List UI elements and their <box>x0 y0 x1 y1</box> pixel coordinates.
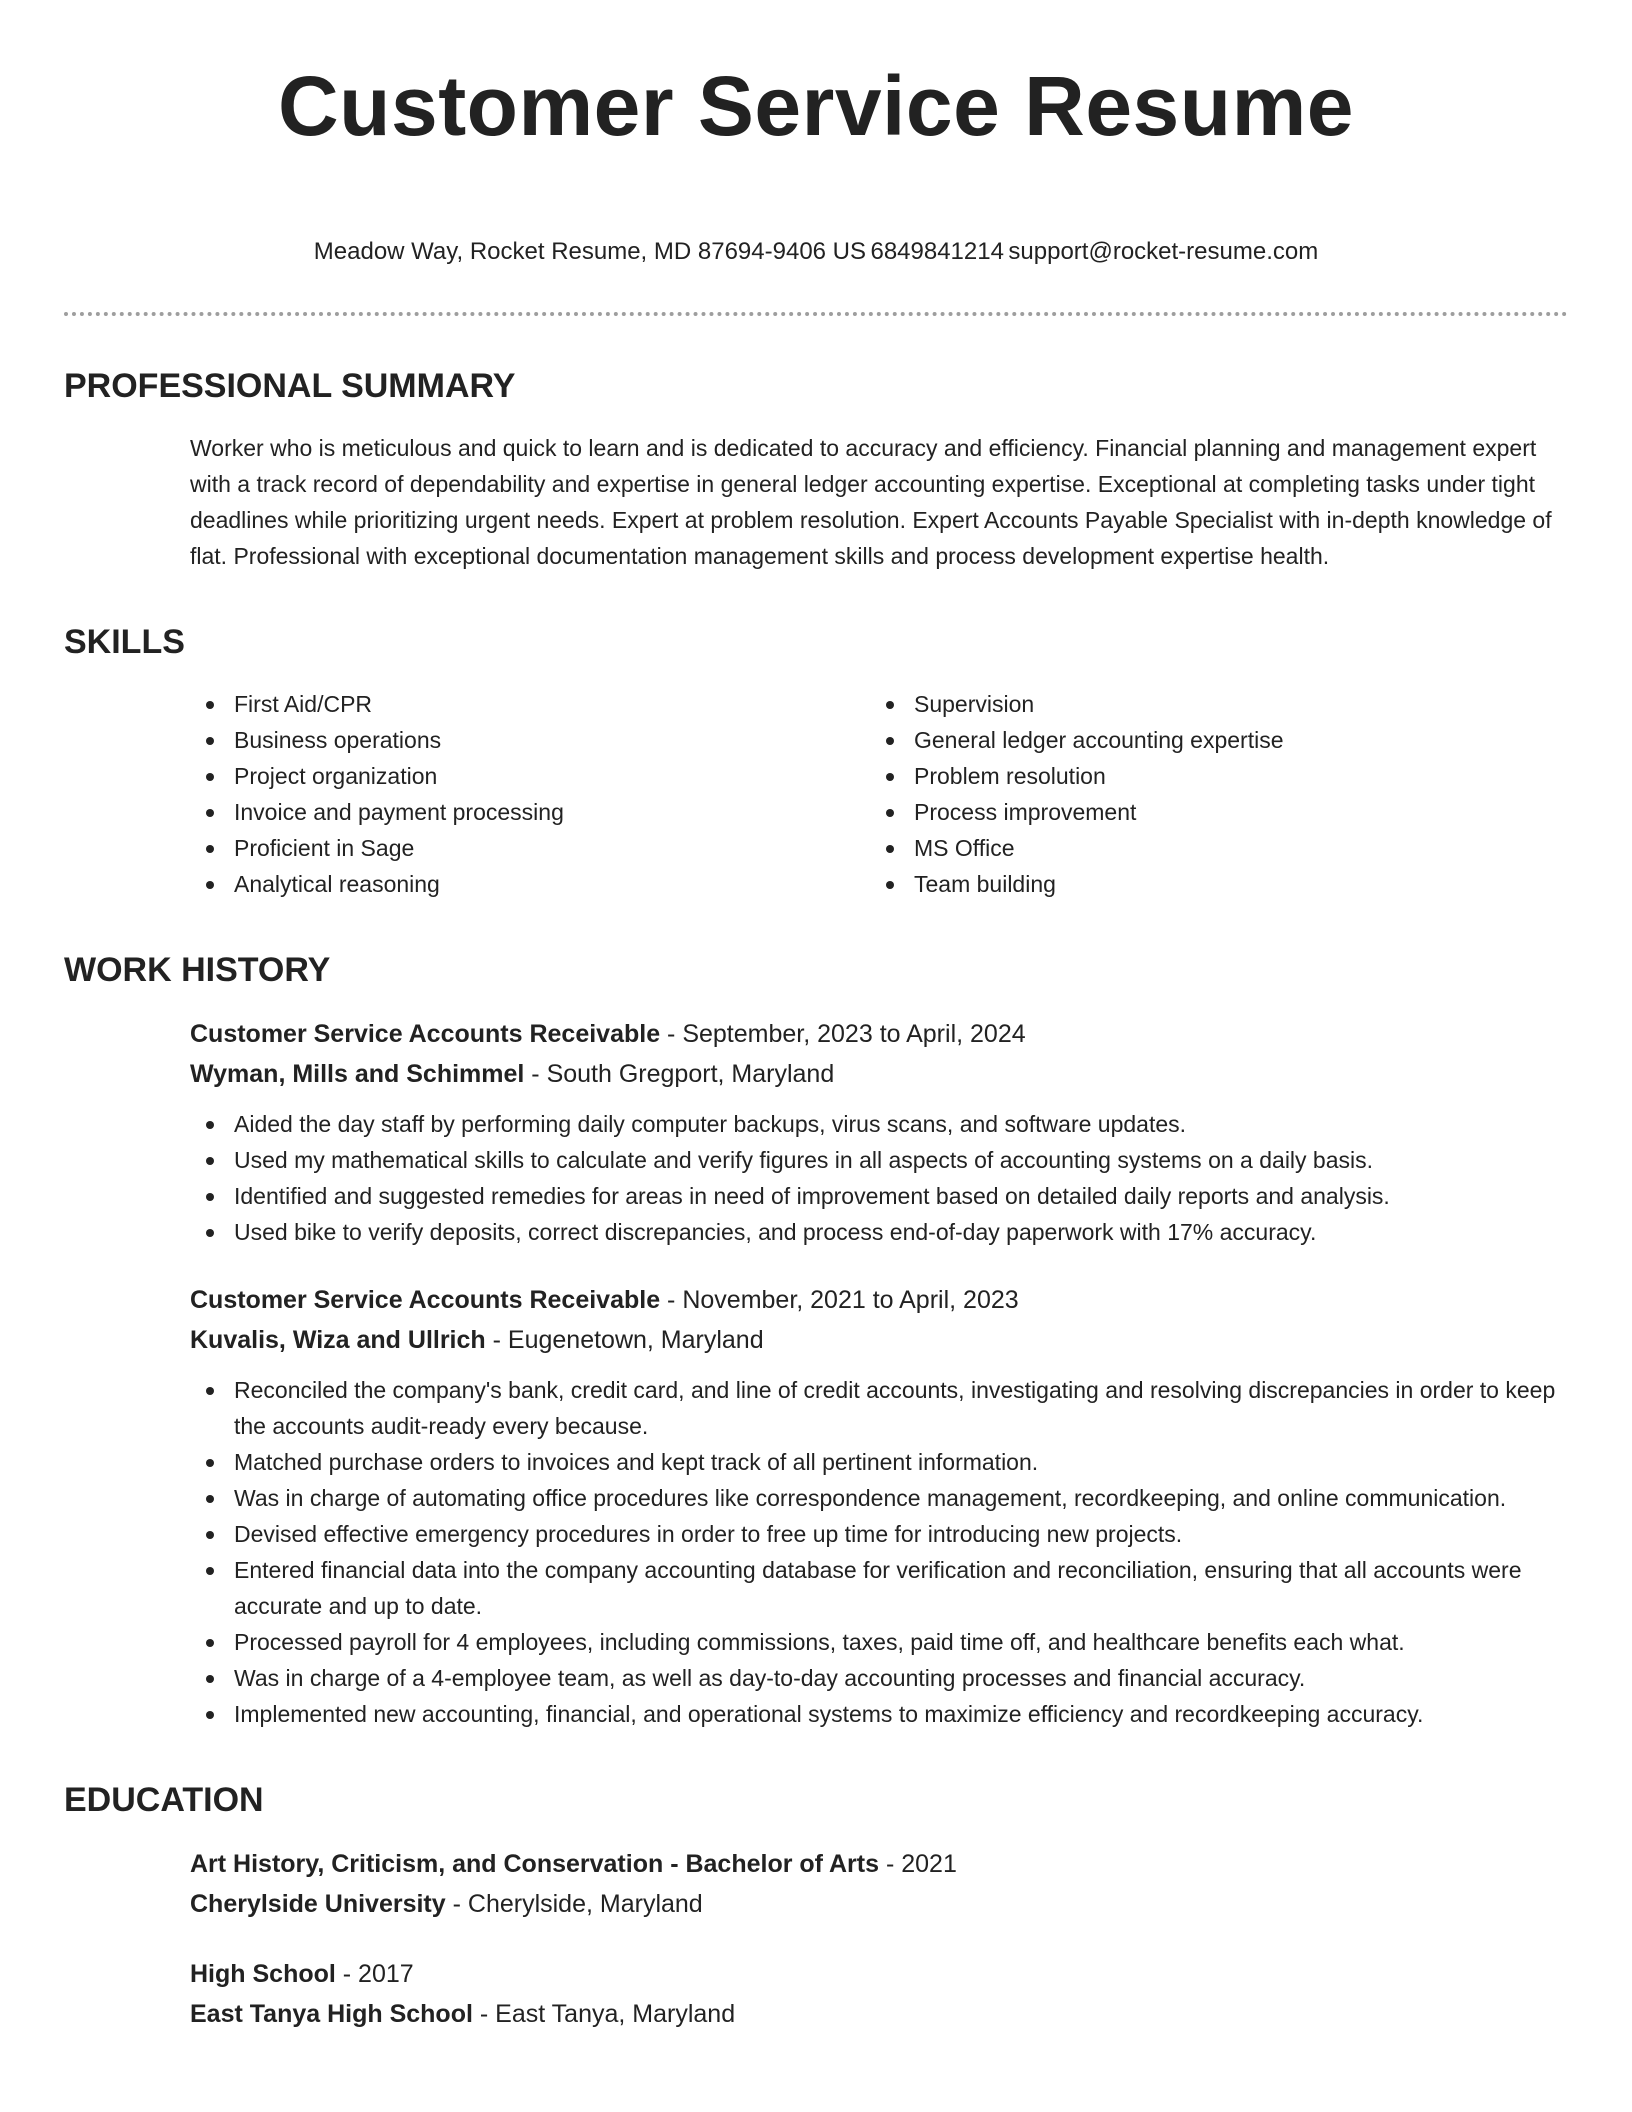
skill-item: Problem resolution <box>870 758 1550 794</box>
job-bullet: Processed payroll for 4 employees, including commissions, taxes, paid time off, and healthcare benefits each what. <box>190 1624 1568 1660</box>
job-bullet: Aided the day staff by performing daily computer backups, virus scans, and software updates. <box>190 1106 1568 1142</box>
job-position: Customer Service Accounts Receivable <box>190 1286 661 1314</box>
job-entry <box>190 1014 1568 1250</box>
job-location: - Eugenetown, Maryland <box>485 1326 764 1354</box>
education-degree-line <box>190 1954 1568 1994</box>
skill-item: First Aid/CPR <box>190 686 870 722</box>
work-history-section <box>64 948 1568 1732</box>
job-bullet: Used bike to verify deposits, correct discrepancies, and process end-of-day paperwork with 17% accuracy. <box>190 1214 1568 1250</box>
job-bullet: Was in charge of a 4-employee team, as well as day-to-day accounting processes and financial accuracy. <box>190 1660 1568 1696</box>
job-dates: - September, 2023 to April, 2024 <box>660 1020 1026 1048</box>
job-bullet: Was in charge of automating office procedures like correspondence management, recordkeeping, and online communication. <box>190 1480 1568 1516</box>
address: Meadow Way, Rocket Resume, MD 87694-9406 US <box>313 238 867 265</box>
education-location: - East Tanya, Maryland <box>472 2000 736 2028</box>
skills-list-right <box>870 686 1550 902</box>
education-year: - 2017 <box>335 1960 414 1988</box>
job-bullet: Matched purchase orders to invoices and kept track of all pertinent information. <box>190 1444 1568 1480</box>
skill-item: Team building <box>870 866 1550 902</box>
skill-item: Business operations <box>190 722 870 758</box>
education-school-line <box>190 1994 1568 2034</box>
header-divider <box>64 312 1568 316</box>
summary-heading: PROFESSIONAL SUMMARY <box>64 367 516 405</box>
education-heading: EDUCATION <box>64 1781 264 1819</box>
email: support@rocket-resume.com <box>1008 238 1319 265</box>
education-section <box>64 1778 1568 2034</box>
skill-item: Invoice and payment processing <box>190 794 870 830</box>
skill-item: Supervision <box>870 686 1550 722</box>
summary-section <box>64 364 1568 574</box>
skills-heading: SKILLS <box>64 623 185 661</box>
education-degree-line <box>190 1844 1568 1884</box>
job-bullet: Reconciled the company's bank, credit card, and line of credit accounts, investigating and resolving discrepancies in order to keep the accounts audit-ready every because. <box>190 1372 1568 1444</box>
job-company-line <box>190 1054 1568 1094</box>
skill-item: Analytical reasoning <box>190 866 870 902</box>
job-bullet: Used my mathematical skills to calculate and verify figures in all aspects of accounting systems on a daily basis. <box>190 1142 1568 1178</box>
education-entry <box>190 1844 1568 1924</box>
skill-item: General ledger accounting expertise <box>870 722 1550 758</box>
summary-text: Worker who is meticulous and quick to learn and is dedicated to accuracy and efficiency. Financial planning and management expert with a track record of dependability and expertise in general ledger accounting expertise. Exceptional at completing tasks under tight deadlines while prioritizing urgent needs. Expert at problem resolution. Expert Accounts Payable Specialist with in-depth knowledge of flat. Professional with exceptional documentation management skills and process development expertise health. <box>190 435 1552 569</box>
job-dates: - November, 2021 to April, 2023 <box>660 1286 1019 1314</box>
skill-item: Project organization <box>190 758 870 794</box>
job-title-line <box>190 1014 1568 1054</box>
education-school-line <box>190 1884 1568 1924</box>
skill-item: Process improvement <box>870 794 1550 830</box>
contact-line <box>64 236 1568 268</box>
job-bullets <box>190 1372 1568 1732</box>
education-year: - 2021 <box>879 1850 957 1878</box>
job-company-line <box>190 1320 1568 1360</box>
skills-section <box>64 620 1568 902</box>
skill-item: Proficient in Sage <box>190 830 870 866</box>
work-history-heading: WORK HISTORY <box>64 951 331 989</box>
education-entry <box>190 1954 1568 2034</box>
job-bullet: Devised effective emergency procedures in order to free up time for introducing new projects. <box>190 1516 1568 1552</box>
job-location: - South Gregport, Maryland <box>524 1060 835 1088</box>
job-bullet: Identified and suggested remedies for areas in need of improvement based on detailed daily reports and analysis. <box>190 1178 1568 1214</box>
job-entry <box>190 1280 1568 1732</box>
education-degree: Art History, Criticism, and Conservation - Bachelor of Arts <box>190 1850 880 1878</box>
resume-title: Customer Service Resume <box>278 59 1354 153</box>
phone: 6849841214 <box>870 238 1004 265</box>
job-company: Kuvalis, Wiza and Ullrich <box>190 1326 486 1354</box>
education-school: East Tanya High School <box>190 2000 473 2028</box>
job-title-line <box>190 1280 1568 1320</box>
education-school: Cherylside University <box>190 1890 446 1918</box>
job-bullet: Implemented new accounting, financial, and operational systems to maximize efficiency and recordkeeping accuracy. <box>190 1696 1568 1732</box>
job-bullets <box>190 1106 1568 1250</box>
job-bullet: Entered financial data into the company accounting database for verification and reconciliation, ensuring that all accounts were accurate and up to date. <box>190 1552 1568 1624</box>
education-location: - Cherylside, Maryland <box>445 1890 703 1918</box>
skills-list-left <box>190 686 870 902</box>
skills-columns <box>64 686 1568 902</box>
skill-item: MS Office <box>870 830 1550 866</box>
education-degree: High School <box>190 1960 336 1988</box>
job-company: Wyman, Mills and Schimmel <box>190 1060 525 1088</box>
job-position: Customer Service Accounts Receivable <box>190 1020 661 1048</box>
